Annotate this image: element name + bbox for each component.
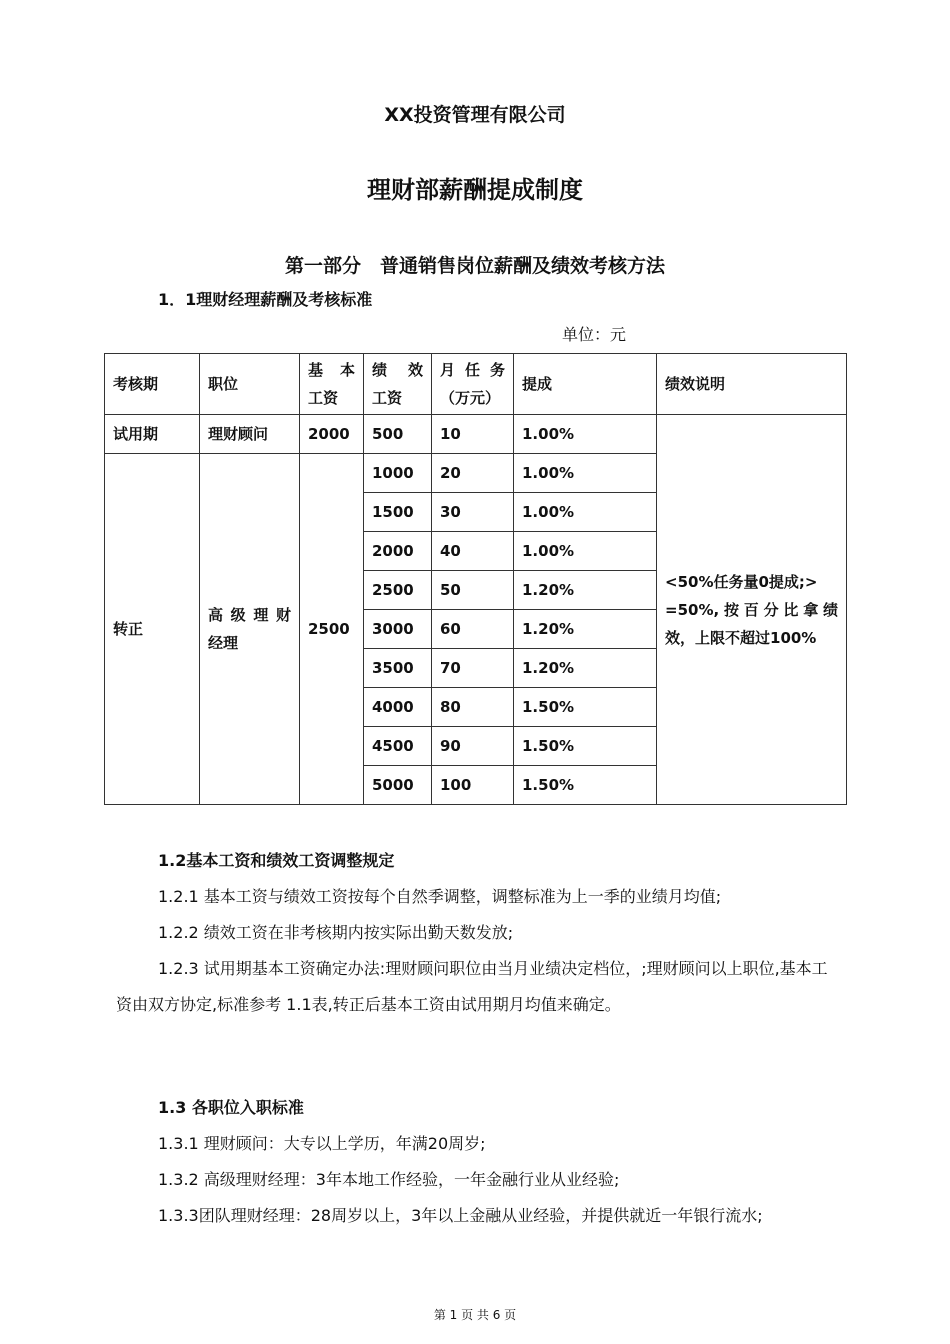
note-line2: =50%,按百分比拿绩: [665, 600, 838, 619]
note-line1: <50%任务量0提成;>: [665, 572, 818, 591]
header-base-line1: 基本: [308, 361, 355, 379]
table-row: [105, 415, 847, 454]
cell-commission: 1.20%: [514, 571, 657, 610]
regular-position: [200, 454, 300, 805]
header-base-salary: [300, 354, 364, 415]
probation-base: 2000: [300, 415, 364, 454]
regular-position-line2: 经理: [208, 634, 239, 652]
cell-perf: 3000: [364, 610, 432, 649]
section-1-3: [116, 1090, 834, 1234]
note-line3: 效，上限不超过100%: [665, 628, 817, 647]
section-1-3-2: 1.3.2 高级理财经理：3年本地工作经验，一年金融行业从业经验;: [158, 1170, 620, 1189]
probation-task: 10: [432, 415, 514, 454]
cell-commission: 1.00%: [514, 532, 657, 571]
unit-label: 单位：元: [562, 325, 627, 344]
document-title: 理财部薪酬提成制度: [367, 176, 583, 204]
section-1-3-1: 1.3.1 理财顾问：大专以上学历，年满20周岁;: [158, 1134, 486, 1153]
company-name: XX投资管理有限公司: [384, 104, 566, 126]
probation-perf: 500: [364, 415, 432, 454]
performance-note: [657, 415, 847, 805]
cell-perf: 1000: [364, 454, 432, 493]
regular-position-line1: 高级理财: [208, 606, 291, 624]
cell-commission: 1.00%: [514, 454, 657, 493]
section-1-2-1: 1.2.1 基本工资与绩效工资按每个自然季调整，调整标准为上一季的业绩月均值;: [158, 887, 722, 906]
section-1-3-3: 1.3.3团队理财经理：28周岁以上，3年以上金融从业经验，并提供就近一年银行流水;: [158, 1206, 763, 1225]
section-1-2-3: 1.2.3 试用期基本工资确定办法:理财顾问职位由当月业绩决定档位，;理财顾问以上职位,基本工资由双方协定,标准参考 1.1表,转正后基本工资由试用期月均值来确定。: [116, 959, 828, 1014]
section-1-2-2: 1.2.2 绩效工资在非考核期内按实际出勤天数发放;: [158, 923, 514, 942]
cell-commission: 1.20%: [514, 649, 657, 688]
header-task-line1: 月任务: [440, 361, 505, 379]
probation-period: 试用期: [105, 415, 200, 454]
cell-task: 100: [432, 766, 514, 805]
regular-base: 2500: [300, 454, 364, 805]
cell-task: 50: [432, 571, 514, 610]
header-note: 绩效说明: [657, 354, 847, 415]
part-title: 第一部分 普通销售岗位薪酬及绩效考核方法: [284, 255, 665, 277]
section-1-1-heading: 1．1理财经理薪酬及考核标准: [158, 290, 373, 309]
cell-perf: 4500: [364, 727, 432, 766]
header-base-line2: 工资: [308, 389, 339, 407]
cell-perf: 3500: [364, 649, 432, 688]
cell-task: 20: [432, 454, 514, 493]
cell-commission: 1.50%: [514, 727, 657, 766]
cell-task: 30: [432, 493, 514, 532]
cell-perf: 5000: [364, 766, 432, 805]
cell-commission: 1.20%: [514, 610, 657, 649]
section-1-2: [116, 843, 834, 1023]
page-footer: 第 1 页 共 6 页: [433, 1308, 517, 1322]
salary-table: [104, 353, 847, 805]
probation-position: 理财顾问: [200, 415, 300, 454]
header-task-line2: （万元）: [440, 389, 501, 407]
header-performance-salary: [364, 354, 432, 415]
cell-perf: 2500: [364, 571, 432, 610]
header-period: 考核期: [105, 354, 200, 415]
cell-commission: 1.00%: [514, 493, 657, 532]
cell-task: 40: [432, 532, 514, 571]
cell-task: 80: [432, 688, 514, 727]
cell-commission: 1.50%: [514, 766, 657, 805]
regular-period: 转正: [105, 454, 200, 805]
cell-task: 90: [432, 727, 514, 766]
header-perf-line1: 绩效: [372, 361, 423, 379]
header-position: 职位: [200, 354, 300, 415]
cell-commission: 1.50%: [514, 688, 657, 727]
cell-perf: 1500: [364, 493, 432, 532]
probation-commission: 1.00%: [514, 415, 657, 454]
header-commission: 提成: [514, 354, 657, 415]
header-perf-line2: 工资: [372, 389, 403, 407]
cell-perf: 4000: [364, 688, 432, 727]
table-header-row: [105, 354, 847, 415]
cell-task: 70: [432, 649, 514, 688]
cell-task: 60: [432, 610, 514, 649]
section-1-2-heading: 1.2基本工资和绩效工资调整规定: [158, 851, 395, 870]
header-monthly-task: [432, 354, 514, 415]
section-1-3-heading: 1.3 各职位入职标准: [158, 1098, 304, 1117]
cell-perf: 2000: [364, 532, 432, 571]
